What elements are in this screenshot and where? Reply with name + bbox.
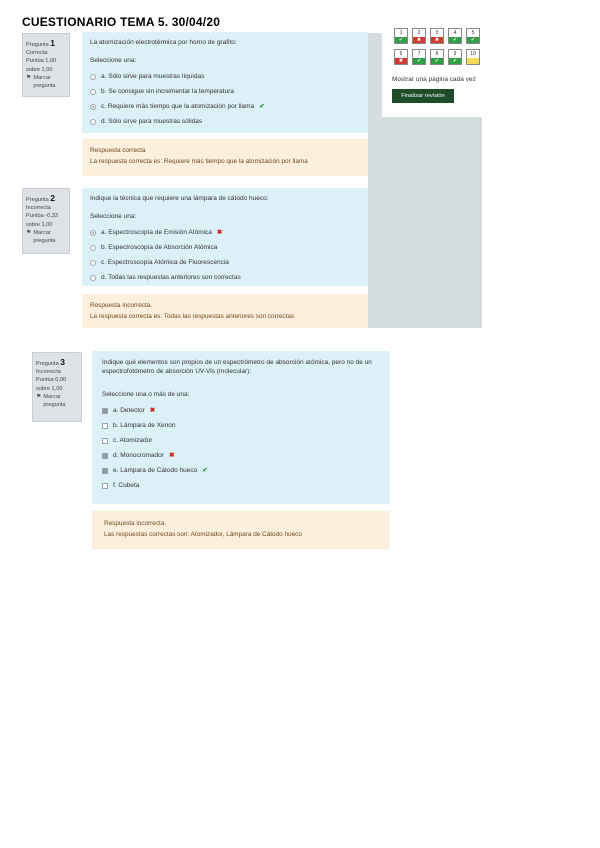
page-background-strip: [368, 33, 382, 328]
option-label: d. Sólo sirve para muestras sólidas: [101, 118, 203, 126]
nav-question-number: 8: [435, 51, 439, 57]
options-list: [90, 225, 360, 285]
option-b[interactable]: [102, 418, 380, 433]
question-2-info: [22, 188, 70, 254]
question-number: Pregunta 3: [36, 357, 65, 367]
question-number: Pregunta 1: [26, 38, 55, 48]
checkbox[interactable]: [102, 423, 108, 429]
nav-question-9[interactable]: [448, 49, 462, 65]
question-1-feedback: [82, 139, 368, 176]
question-navigation-grid: [394, 28, 480, 65]
option-d[interactable]: [102, 448, 380, 463]
option-d[interactable]: [90, 114, 360, 129]
question-1-content: [82, 32, 368, 133]
question-points: Puntúa 0,00 sobre 1,00: [36, 377, 67, 392]
nav-question-1[interactable]: [394, 28, 408, 44]
question-text: La atomización electrotérmica por horno de grafito:: [90, 39, 237, 46]
flag-icon: ⚑: [26, 74, 32, 81]
nav-question-number: 6: [399, 51, 403, 57]
option-f[interactable]: [102, 478, 380, 493]
checkbox[interactable]: [102, 408, 108, 414]
correct-check-icon: ✔: [259, 103, 265, 111]
feedback-status: Respuesta correcta: [90, 147, 146, 154]
flag-question-link[interactable]: ⚑ Marcar pregunta: [36, 393, 66, 408]
option-label: a. Detector: [113, 407, 145, 415]
nav-status-bar: [449, 58, 461, 64]
checkbox[interactable]: [102, 483, 108, 489]
nav-question-number: 7: [417, 51, 421, 57]
nav-status-bar: [413, 37, 425, 43]
radio-button[interactable]: [90, 89, 96, 95]
incorrect-cross-icon: ✖: [216, 229, 223, 237]
option-label: a. Espectroscopía de Emisión Atómica: [101, 229, 212, 237]
flag-question-link[interactable]: ⚑ Marcar pregunta: [26, 74, 56, 89]
nav-status-bar: [395, 58, 407, 64]
question-state: Incorrecta: [36, 369, 61, 376]
nav-question-number: 5: [471, 30, 475, 36]
option-label: d. Todas las respuestas anteriores son correctas: [101, 274, 241, 282]
nav-question-number: 2: [417, 30, 421, 36]
option-a[interactable]: [90, 225, 360, 240]
question-3-feedback: [92, 511, 390, 549]
radio-button[interactable]: [90, 104, 96, 110]
question-state: Correcta: [26, 50, 48, 57]
feedback-status: Respuesta incorrecta.: [90, 302, 153, 309]
option-label: b. Espectroscopía de Absorción Atómica: [101, 244, 218, 252]
radio-button[interactable]: [90, 74, 96, 80]
document-title: CUESTIONARIO TEMA 5. 30/04/20: [22, 15, 221, 29]
question-3-content: [92, 351, 390, 504]
checkbox[interactable]: [102, 438, 108, 444]
question-1-info: [22, 33, 70, 97]
radio-button[interactable]: [90, 230, 96, 236]
quiz-navigation-panel: [382, 20, 482, 117]
option-d[interactable]: [90, 270, 360, 285]
incorrect-cross-icon: ✖: [168, 452, 175, 460]
radio-button[interactable]: [90, 260, 96, 266]
question-3-info: [32, 352, 82, 422]
option-b[interactable]: [90, 240, 360, 255]
feedback-status: Respuesta incorrecta.: [104, 520, 167, 527]
check-icon: ✔: [452, 37, 458, 43]
nav-question-number: 9: [453, 51, 457, 57]
check-icon: ✔: [452, 58, 458, 64]
check-icon: ✔: [470, 37, 476, 43]
flag-question-link[interactable]: ⚑ Marcar pregunta: [26, 229, 56, 244]
nav-question-3[interactable]: [430, 28, 444, 44]
option-label: e. Lámpara de Cátodo hueco: [113, 467, 198, 475]
finish-review-button[interactable]: Finalizar revisión: [392, 89, 454, 103]
check-icon: ✔: [434, 58, 440, 64]
option-a[interactable]: [90, 69, 360, 84]
nav-question-4[interactable]: [448, 28, 462, 44]
options-list: [102, 403, 380, 493]
answer-prompt: Seleccione una o más de una:: [102, 391, 190, 399]
option-c[interactable]: [90, 99, 360, 114]
option-label: c. Requiere más tiempo que la atomización por llama: [101, 103, 255, 111]
question-text: Indique la técnica que requiere una lámpara de cátodo hueco:: [90, 195, 269, 202]
nav-question-10[interactable]: [466, 49, 480, 65]
nav-question-7[interactable]: [412, 49, 426, 65]
cross-icon: ✖: [434, 37, 440, 43]
question-2-content: [82, 188, 368, 286]
nav-status-bar: [395, 37, 407, 43]
option-label: d. Monocromador: [113, 452, 164, 460]
check-icon: ✔: [398, 37, 404, 43]
question-text: Indique qué elementos son propios de un espectrómetro de absorción atómica, pero no de un espectrofotómetro de absorción UV-Vis (molecular):: [102, 359, 372, 376]
option-a[interactable]: [102, 403, 380, 418]
nav-question-number: 3: [435, 30, 439, 36]
question-state: Incorrecta: [26, 205, 51, 212]
option-label: b. Lámpara de Xenon: [113, 422, 176, 430]
feedback-correct-answer: Las respuestas correctas son: Atomizador, Lámpara de Cátodo hueco: [104, 530, 302, 538]
question-points: Puntúa 1,00 sobre 1,00: [26, 58, 57, 73]
question-points: Puntúa -0,33 sobre 1,00: [26, 213, 59, 228]
check-icon: ✔: [416, 58, 422, 64]
radio-button[interactable]: [90, 275, 96, 281]
nav-status-bar: [449, 37, 461, 43]
nav-question-5[interactable]: [466, 28, 480, 44]
answer-prompt: Seleccione una:: [90, 213, 137, 221]
flag-icon: ⚑: [36, 393, 42, 400]
nav-question-number: 10: [470, 51, 476, 57]
option-b[interactable]: [90, 84, 360, 99]
nav-question-number: 1: [399, 30, 403, 36]
nav-status-bar: [431, 37, 443, 43]
option-label: f. Cubeta: [113, 482, 140, 490]
page-background-area: [382, 117, 482, 328]
option-c[interactable]: [102, 433, 380, 448]
nav-question-2[interactable]: [412, 28, 426, 44]
nav-status-bar: [467, 37, 479, 43]
nav-status-bar: [467, 58, 479, 64]
question-2-feedback: [82, 294, 368, 328]
option-label: a. Sólo sirve para muestras líquidas: [101, 73, 205, 81]
option-c[interactable]: [90, 255, 360, 270]
radio-button[interactable]: [90, 245, 96, 251]
checkbox[interactable]: [102, 468, 108, 474]
nav-status-bar: [413, 58, 425, 64]
checkbox[interactable]: [102, 453, 108, 459]
feedback-correct-answer: La respuesta correcta es: Requiere más tiempo que la atomización por llama: [90, 157, 308, 165]
option-label: c. Atomizador: [113, 437, 153, 445]
radio-button[interactable]: [90, 119, 96, 125]
correct-check-icon: ✔: [202, 467, 208, 475]
nav-question-6[interactable]: [394, 49, 408, 65]
option-e[interactable]: [102, 463, 380, 478]
flag-icon: ⚑: [26, 229, 32, 236]
nav-question-number: 4: [453, 30, 457, 36]
cross-icon: ✖: [416, 37, 422, 43]
feedback-correct-answer: La respuesta correcta es: Todas las respuestas anteriores son correctas: [90, 312, 295, 320]
nav-question-8[interactable]: [430, 49, 444, 65]
question-number: Pregunta 2: [26, 193, 55, 203]
answer-prompt: Seleccione una:: [90, 57, 137, 65]
options-list: [90, 69, 360, 129]
option-label: b. Se consigue sin incrementar la temperatura: [101, 88, 234, 96]
incorrect-cross-icon: ✖: [149, 407, 156, 415]
option-label: c. Espectroscopía Atómica de Fluorescencia: [101, 259, 229, 267]
show-one-page-link[interactable]: Mostrar una página cada vez: [392, 76, 476, 83]
cross-icon: ✖: [398, 58, 404, 64]
nav-status-bar: [431, 58, 443, 64]
